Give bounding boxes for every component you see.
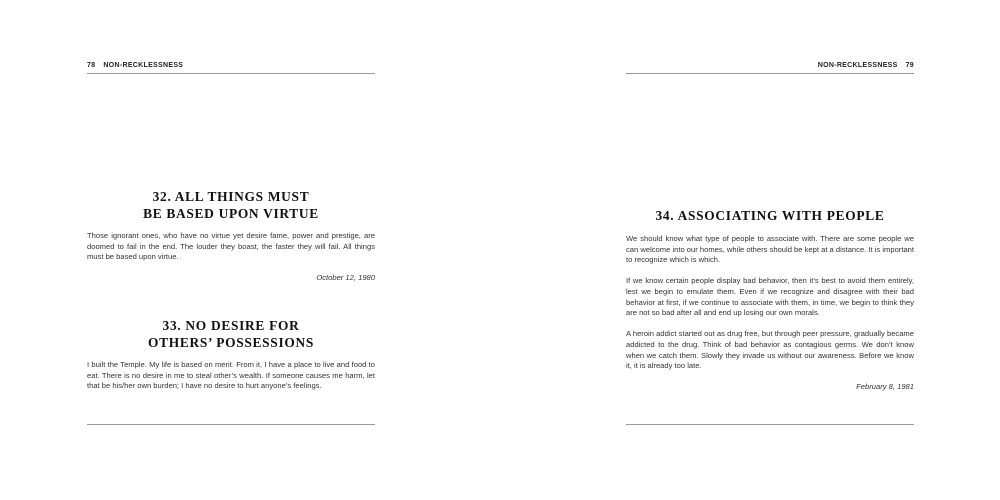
right-page-number: 79 (905, 62, 914, 69)
entry-33-title-line-1: 33. NO DESIRE FOR (162, 318, 300, 333)
entry-33-title-line-2: OTHERS’ POSSESSIONS (148, 335, 314, 350)
right-header-rule (626, 73, 914, 74)
entry-34-paragraph-3: A heroin addict started out as drug free, but through peer pressure, gradually became addicted to the drug. Think of bad behavior as contagious germs. We don’t know when we catch them. Slowly they invade us without our awareness. Before we know it, it is already too late. (626, 329, 914, 371)
entry-32-title (87, 188, 375, 222)
entry-34 (626, 207, 914, 391)
left-page (87, 0, 375, 500)
entry-32-title-line-2: BE BASED UPON VIRTUE (143, 206, 319, 221)
left-running-title: NON-RECKLESSNESS (103, 62, 184, 69)
right-running-title: NON-RECKLESSNESS (817, 62, 898, 69)
entry-32-title-line-1: 32. ALL THINGS MUST (152, 189, 310, 204)
right-page (626, 0, 914, 500)
entry-33-paragraph: I built the Temple. My life is based on merit. From it, I have a place to live and food to eat. There is no desire in me to steal other’s wealth. If someone causes me harm, let that be his/her own burden; I have no desire to hurt anyone’s feelings. (87, 360, 375, 391)
left-running-head (87, 62, 375, 69)
right-footer-rule (626, 424, 914, 425)
left-page-number: 78 (87, 62, 96, 69)
left-footer-rule (87, 424, 375, 425)
entry-32 (87, 188, 375, 282)
entry-34-date: February 8, 1981 (856, 382, 914, 392)
right-running-head (626, 62, 914, 69)
entry-32-date: October 12, 1980 (316, 273, 375, 283)
entry-32-paragraph: Those ignorant ones, who have no virtue yet desire fame, power and prestige, are doomed to fail in the end. The louder they boast, the faster they will fail. All things must be based upon virtue. (87, 231, 375, 262)
entry-34-title (626, 207, 914, 224)
entry-33 (87, 317, 375, 402)
entry-33-title (87, 317, 375, 351)
entry-34-title-line-1: 34. ASSOCIATING WITH PEOPLE (655, 208, 885, 223)
left-header-rule (87, 73, 375, 74)
entry-34-paragraph-2: If we know certain people display bad behavior, then it’s best to avoid them entirely, lest we begin to emulate them. Even if we recognize and disagree with their bad behavior at first, if we continue to associate with them, in time, we begin to think they are not so bad after all and end up losing our own morals. (626, 276, 914, 318)
entry-34-paragraph-1: We should know what type of people to associate with. There are some people we can welcome into our homes, while others should be kept at a distance. It is important to recognize which is which. (626, 234, 914, 265)
